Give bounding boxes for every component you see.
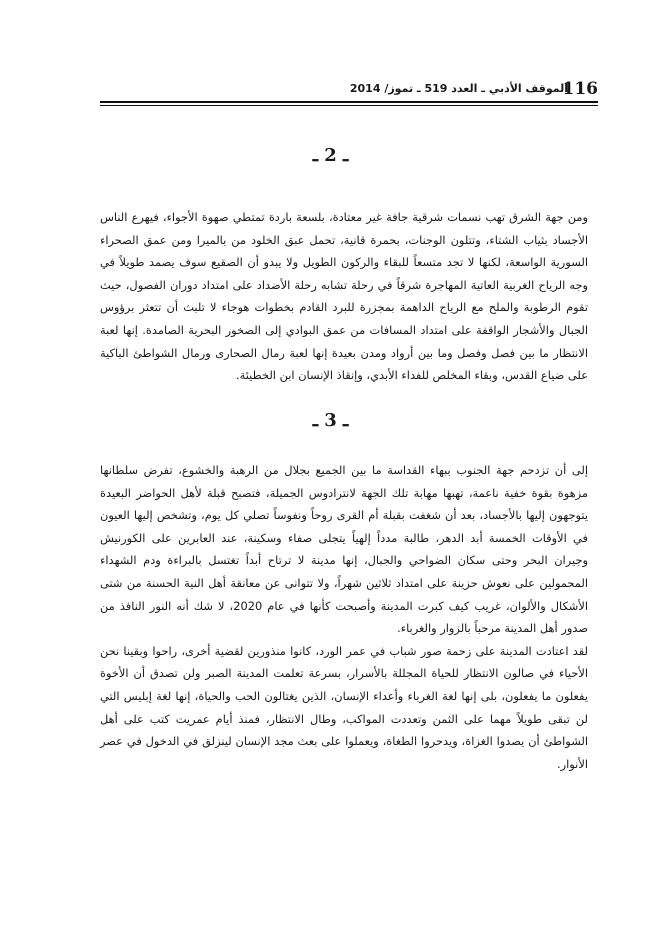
section-3-body (100, 459, 588, 775)
section-2-body (100, 206, 588, 387)
page-header (100, 78, 598, 100)
running-title: الموقف الأدبي ـ العدد 519 ـ تموز/ 2014 (349, 82, 568, 95)
paragraph: إلى أن تزدحم جهة الجنوب ببهاء القداسة ما بين الجميع بجلال من الرهبة والخشوع، تفرض سلطانها مزهوة بقوة خفية ناعمة، تهبها مهابة تلك الجهة لانترادوس الجميلة، فتصبح قبلة لأهل الحواضر البعيدة يتوجهون إليها بالأجساد، بعد أن شغفت بقبلة أم القرى روحاً ونفوساً تصلي كل يوم، وتشخص إليها العيون في الأوقات الخمسة أبد الدهر، طالبة مدداً إلهياً يتجلى صفاء وسكينة، عند العابرين على الكورنيش وجيران البحر وحتى سكان الضواحي والجبال، إنها مدينة لا ترتاح أبداً تغتسل بالبراءة ودم الشهداء المحمولين على نعوش حزينة على امتداد ثلاثين شهراً، ولا تتوانى عن معانقة أهل النية الحسنة من شتى الأشكال والألوان، غريب كيف كبرت المدينة وأصبحت كأنها في عام 2020، لا شك أنه النور النافذ من صدور أهل المدينة مرحباً بالزوار والغرباء. (100, 463, 588, 636)
header-rule-thick (100, 101, 598, 103)
section-number-2: ـ 2 ـ (312, 145, 349, 166)
paragraph: لقد اعتادت المدينة على زحمة صور شباب في عمر الورد، كانوا منذورين لقضية أخرى، راحوا وبقينا نحن الأحياء في صالون الانتظار للحياة المجللة بالأسرار، بسرعة تعلمت المدينة الصبر ولن تصدق أن الأخوة يفعلون ما يفعلون، بلى إنها لغة الغرباء وأعداء الإنسان، الذين يغتالون الحب والحياة، إنها لغة إبليس التي لن تبقى طويلاً مهما على الثمن وتعددت المواكب، وطال الانتظار، فمنذ أيام عمريت كتب على أهل الشواطئ أن يصدوا الغزاة، ويدحروا الطغاة، ويعملوا على بعث مجد الإنسان لينزلق في الدخول في عصر الأنوار. (100, 643, 588, 771)
page-number: 116 (562, 79, 598, 99)
section-number-3: ـ 3 ـ (312, 410, 349, 431)
header-rule-thin (100, 105, 598, 106)
paragraph: ومن جهة الشرق تهب نسمات شرقية جافة غير معتادة، بلسعة باردة تمتطي صهوة الأجواء، فيهرع الناس الأجساد بثياب الشتاء، وتتلون الوجنات، بحمرة قانية، تحمل عبق الخلود من بالميرا ومن عمق الصحراء السورية الواسعة، لكنها لا تجد متسعاً للبقاء والركون الطويل ولا يبدو أن الصقيع سوف يصمد طويلاً في وجه الرياح الغربية العاتية المهاجرة شرقاً في رحلة تشابه رحلة الأضداد على امتداد دوران الفصول، حيث تقوم الرطوبة والملح مع الرياح الداهمة بمجزرة للبرد القادم بخطوات هوجاء لا تلبث أن تتعثر برؤوس الجبال والأشجار الواقفة على امتداد المسافات من عمق البوادي إلى الصخور البحرية الصامدة. إنها لعبة الانتظار ما بين فصل وفصل وما بين أرواد ومدن بعيدة إنها لعبة رمال الصحارى ورمال الشواطئ الباكية على ضياع القدس، وبقاء المخلص للفداء الأبدي، وإنقاذ الإنسان ابن الخطيئة. (100, 210, 588, 383)
